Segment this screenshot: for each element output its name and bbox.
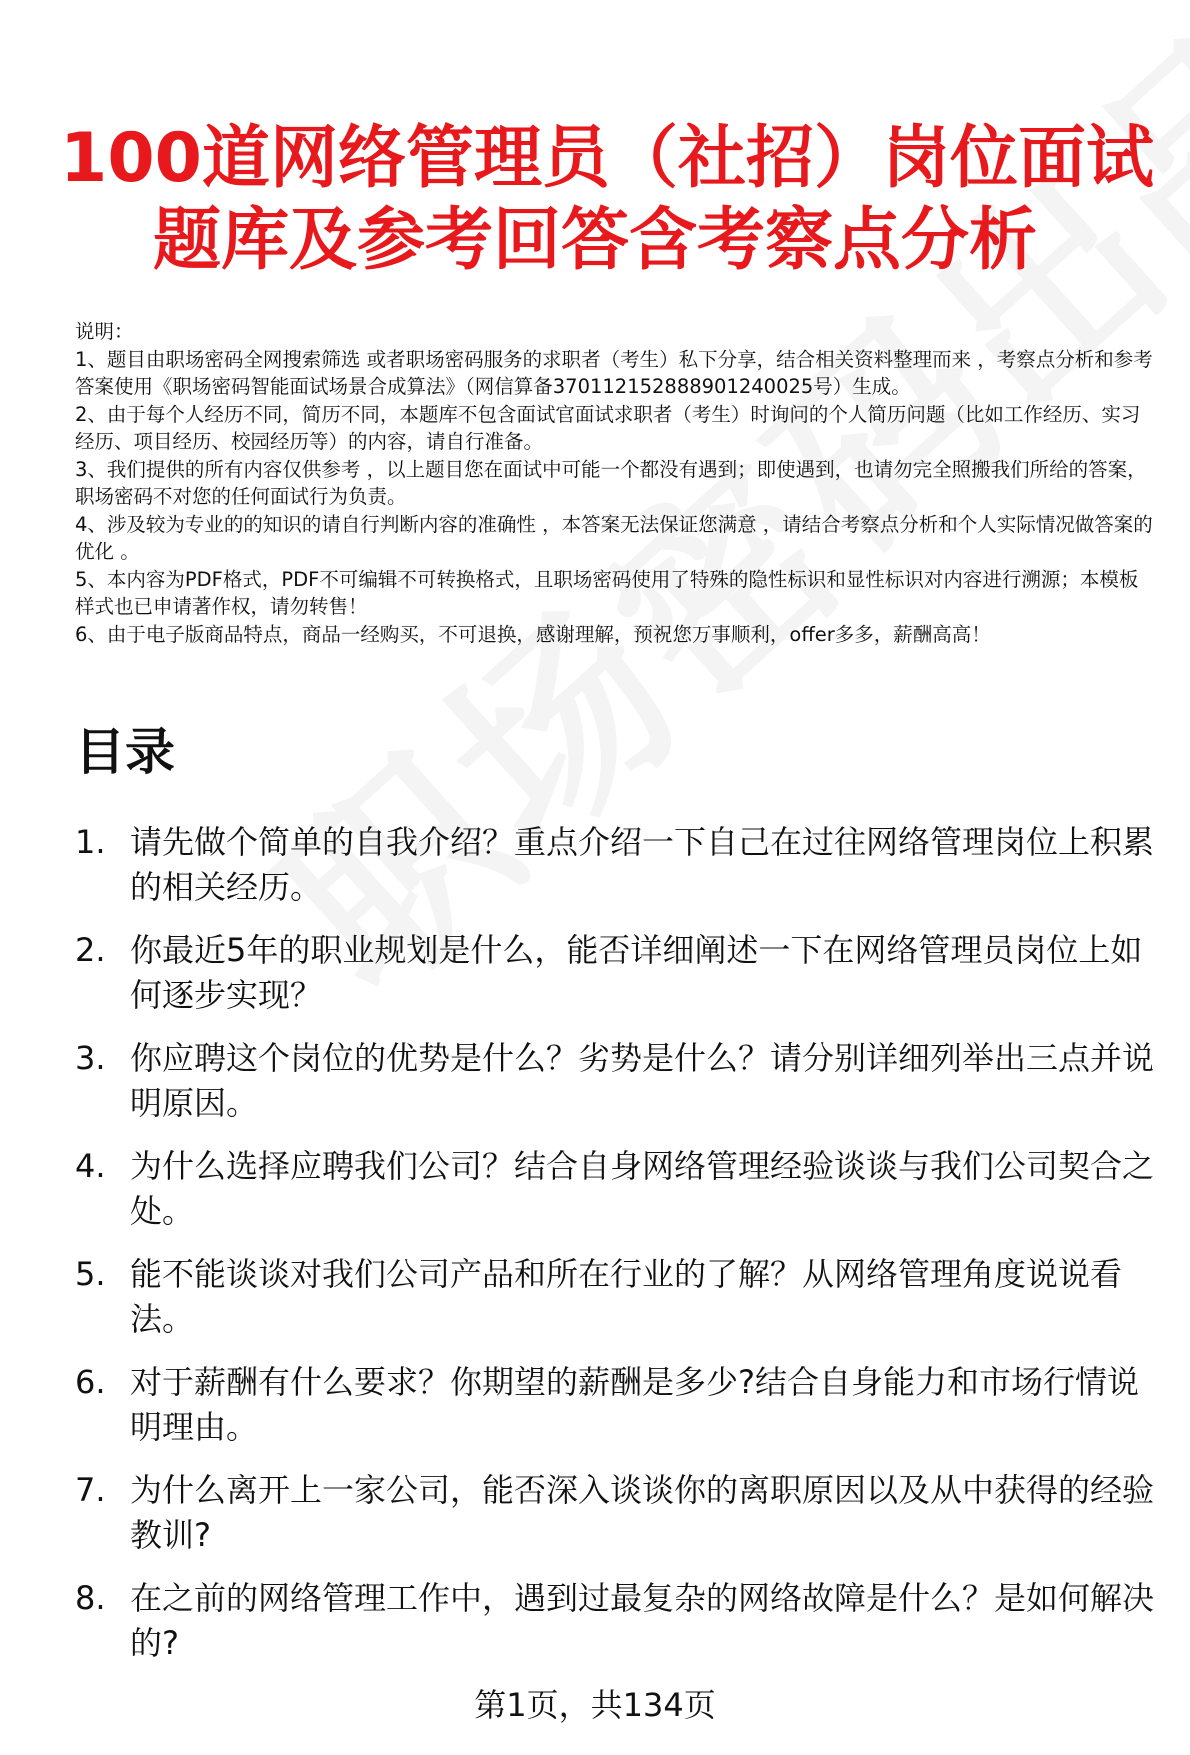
toc-heading: 目录 <box>75 723 175 781</box>
toc-item[interactable] <box>75 1252 1165 1342</box>
toc-item-number: 3. <box>75 1039 106 1077</box>
toc-item-text[interactable]: 对于薪酬有什么要求？你期望的薪酬是多少?结合自身能力和市场行情说明理由。 <box>130 1363 1139 1446</box>
toc-item-number: 7. <box>75 1471 106 1509</box>
notes-item: 1、题目由职场密码全网搜索筛选 或者职场密码服务的求职者（考生）私下分享，结合相关资料整理而来 ，考察点分析和参考答案使用《职场密码智能面试场景合成算法》（网信算备370112152888901240025号）生成。 <box>75 347 1153 398</box>
toc-item-text[interactable]: 请先做个简单的自我介绍？重点介绍一下自己在过往网络管理岗位上积累的相关经历。 <box>130 823 1155 906</box>
toc-item[interactable] <box>75 1468 1165 1558</box>
notes-heading: 说明： <box>75 320 134 343</box>
table-of-contents <box>75 820 1165 1684</box>
toc-item-text[interactable]: 你最近5年的职业规划是什么，能否详细阐述一下在网络管理员岗位上如何逐步实现？ <box>130 931 1143 1014</box>
toc-item-number: 5. <box>75 1255 106 1293</box>
notes-item: 3、我们提供的所有内容仅供参考 ，以上题目您在面试中可能一个都没有遇到；即使遇到，也请勿完全照搬我们所给的答案，职场密码不对您的任何面试行为负责。 <box>75 457 1147 508</box>
notes-item: 5、本内容为PDF格式，PDF不可编辑不可转换格式，且职场密码使用了特殊的隐性标识和显性标识对内容进行溯源；本模板样式也已申请著作权，请勿转售！ <box>75 567 1139 618</box>
toc-item[interactable] <box>75 1144 1165 1234</box>
toc-item-number: 8. <box>75 1579 106 1617</box>
toc-item-number: 2. <box>75 931 106 969</box>
notes-item: 4、涉及较为专业的的知识的请自行判断内容的准确性 ，本答案无法保证您满意 ，请结合考察点分析和个人实际情况做答案的优化 。 <box>75 512 1153 563</box>
toc-item[interactable] <box>75 1360 1165 1450</box>
toc-item-text[interactable]: 能不能谈谈对我们公司产品和所在行业的了解？从网络管理角度说说看法。 <box>130 1255 1123 1338</box>
toc-item[interactable] <box>75 1036 1165 1126</box>
toc-item-text[interactable]: 在之前的网络管理工作中，遇到过最复杂的网络故障是什么？是如何解决的? <box>130 1579 1155 1662</box>
title-line-1: 100道网络管理员（社招）岗位面试 <box>60 119 1154 198</box>
notes-item: 6、由于电子版商品特点，商品一经购买，不可退换，感谢理解，预祝您万事顺利，offer多多，薪酬高高！ <box>75 622 991 646</box>
notes-item: 2、由于每个人经历不同，简历不同，本题库不包含面试官面试求职者（考生）时询问的个人简历问题（比如工作经历、实习经历、项目经历、校园经历等）的内容，请自行准备。 <box>75 402 1141 453</box>
toc-item-text[interactable]: 为什么离开上一家公司，能否深入谈谈你的离职原因以及从中获得的经验教训? <box>130 1471 1155 1554</box>
notes-section <box>75 318 1155 648</box>
document-title <box>60 118 1154 282</box>
toc-item-text[interactable]: 为什么选择应聘我们公司？结合自身网络管理经验谈谈与我们公司契合之处。 <box>130 1147 1155 1230</box>
toc-item-text[interactable]: 你应聘这个岗位的优势是什么？劣势是什么？请分别详细列举出三点并说明原因。 <box>130 1039 1155 1122</box>
title-line-2: 题库及参考回答含考察点分析 <box>152 201 1037 280</box>
toc-item[interactable] <box>75 1576 1165 1666</box>
page-footer: 第1页，共134页 <box>474 1686 716 1724</box>
toc-item[interactable] <box>75 820 1165 910</box>
toc-item[interactable] <box>75 928 1165 1018</box>
toc-item-number: 4. <box>75 1147 106 1185</box>
toc-item-number: 6. <box>75 1363 106 1401</box>
toc-item-number: 1. <box>75 823 106 861</box>
